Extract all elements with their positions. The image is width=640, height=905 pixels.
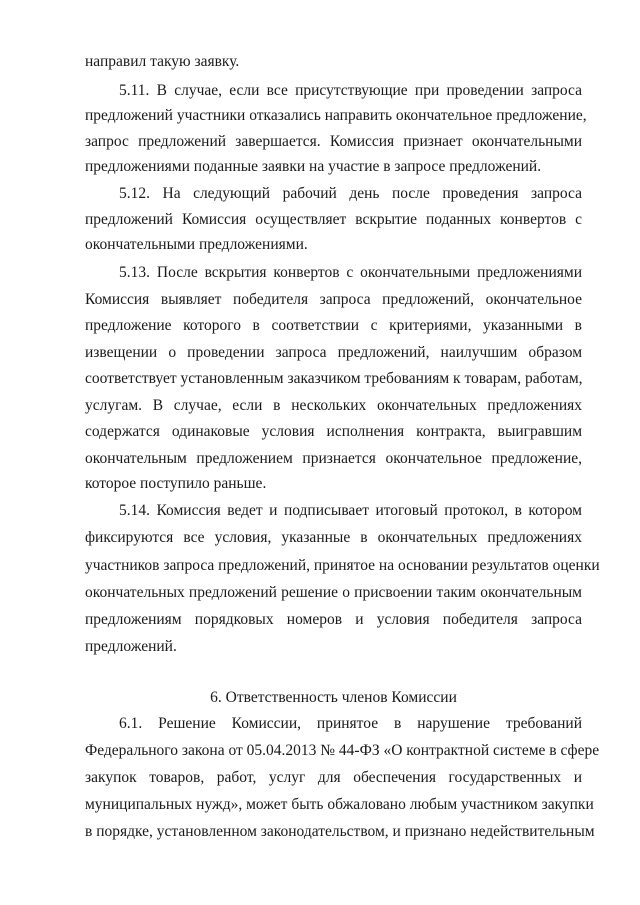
paragraph-5-13-line: Комиссия выявляет победителя запроса предложений, окончательное — [85, 291, 582, 308]
paragraph-5-13-line: которое поступило раньше. — [85, 475, 267, 492]
paragraph-5-14-line: окончательных предложений решение о присвоении таким окончательным — [85, 584, 582, 601]
paragraph-5-12-line: 5.12. На следующий рабочий день после проведения запроса — [119, 185, 582, 202]
paragraph-6-1-line: муниципальных нужд», может быть обжаловано любым участником закупки — [85, 796, 594, 813]
paragraph-5-11-line: предложениями поданные заявки на участие в запросе предложений. — [85, 158, 542, 175]
paragraph-5-14-line: фиксируются все условия, указанные в окончательных предложениях — [85, 529, 582, 546]
paragraph-5-13-line: предложение которого в соответствии с критериями, указанными в — [85, 317, 582, 334]
paragraph-5-11-line: предложений участники отказались направить окончательное предложение, — [85, 107, 587, 124]
paragraph-5-13-line: извещении о проведении запроса предложений, наилучшим образом — [85, 344, 582, 361]
paragraph-6-1-line: в порядке, установленном законодательством, и признано недействительным — [85, 823, 595, 840]
paragraph-5-13-line: окончательным предложением признается окончательное предложение, — [85, 450, 582, 467]
paragraph-5-11-line: запрос предложений завершается. Комиссия признает окончательными — [85, 133, 582, 150]
text-line: направил такую заявку. — [85, 53, 240, 70]
paragraph-5-14-line: 5.14. Комиссия ведет и подписывает итоговый протокол, в котором — [119, 502, 582, 519]
paragraph-5-14-line: предложений. — [85, 638, 177, 655]
paragraph-5-13-line: 5.13. После вскрытия конвертов с окончательными предложениями — [119, 264, 582, 281]
paragraph-5-12-line: окончательными предложениями. — [85, 236, 308, 253]
paragraph-5-11-line: 5.11. В случае, если все присутствующие при проведении запроса — [119, 82, 582, 99]
paragraph-5-12-line: предложений Комиссия осуществляет вскрытие поданных конвертов с — [85, 211, 582, 228]
paragraph-6-1-line: 6.1. Решение Комиссии, принятое в нарушение требований — [119, 715, 582, 732]
paragraph-5-13-line: соответствует установленным заказчиком требованиям к товарам, работам, — [85, 370, 583, 387]
section-heading: 6. Ответственность членов Комиссии — [210, 689, 457, 706]
paragraph-6-1-line: Федерального закона от 05.04.2013 № 44-ФЗ «О контрактной системе в сфере — [85, 742, 600, 759]
paragraph-5-13-line: услугам. В случае, если в нескольких окончательных предложениях — [85, 397, 582, 414]
paragraph-5-14-line: предложениям порядковых номеров и условия победителя запроса — [85, 611, 582, 628]
paragraph-5-14-line: участников запроса предложений, принятое на основании результатов оценки — [85, 557, 600, 574]
paragraph-6-1-line: закупок товаров, работ, услуг для обеспечения государственных и — [85, 769, 582, 786]
paragraph-5-13-line: содержатся одинаковые условия исполнения контракта, выигравшим — [85, 423, 582, 440]
